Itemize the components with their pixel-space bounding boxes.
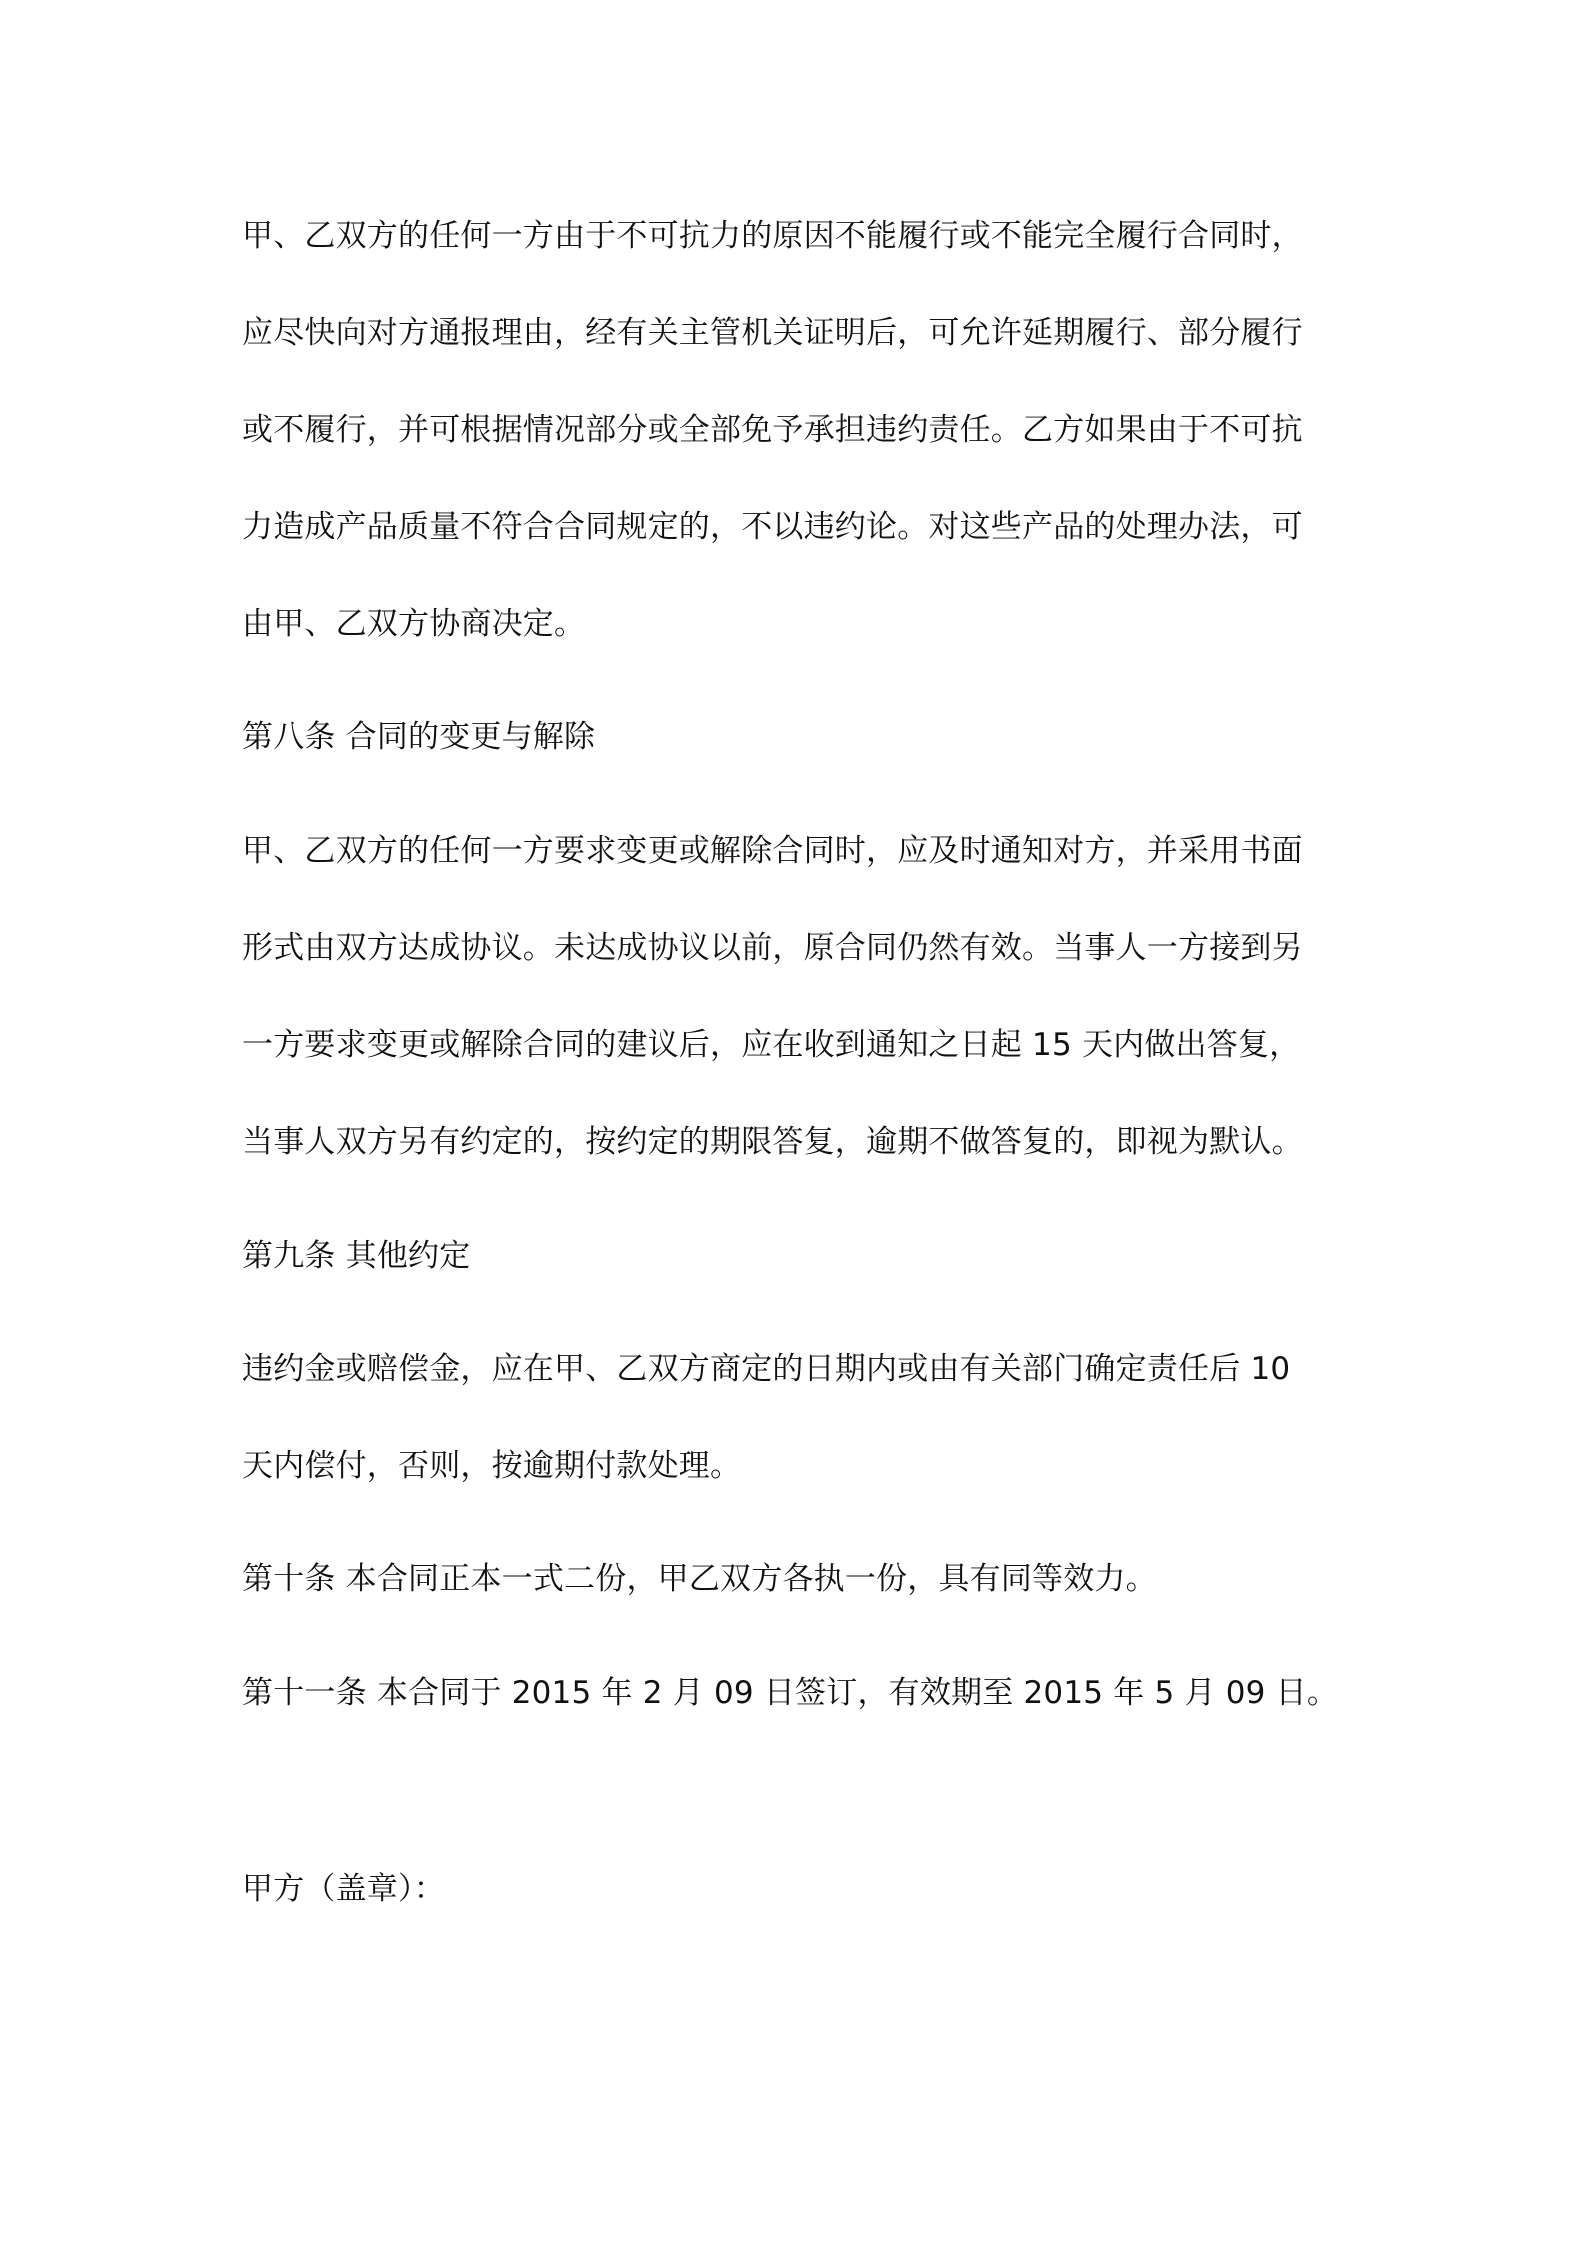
paragraph-line: 天内偿付，否则，按逾期付款处理。 — [242, 1448, 742, 1484]
paragraph-line: 当事人双方另有约定的，按约定的期限答复，逾期不做答复的，即视为默认。 — [242, 1124, 1303, 1160]
paragraph-line: 一方要求变更或解除合同的建议后，应在收到通知之日起 15 天内做出答复， — [242, 1027, 1301, 1063]
paragraph-line: 力造成产品质量不符合合同规定的，不以违约论。对这些产品的处理办法，可 — [242, 509, 1303, 545]
article-10: 第十条 本合同正本一式二份，甲乙双方各执一份，具有同等效力。 — [242, 1561, 1157, 1597]
paragraph-line: 甲、乙双方的任何一方要求变更或解除合同时，应及时通知对方，并采用书面 — [242, 833, 1303, 869]
paragraph-line: 应尽快向对方通报理由，经有关主管机关证明后，可允许延期履行、部分履行 — [242, 315, 1303, 351]
party-a-seal-label: 甲方（盖章）： — [242, 1871, 445, 1907]
article-9-heading: 第九条 其他约定 — [242, 1238, 471, 1274]
paragraph-line: 由甲、乙双方协商决定。 — [242, 606, 586, 642]
paragraph-line: 违约金或赔偿金，应在甲、乙双方商定的日期内或由有关部门确定责任后 10 — [242, 1351, 1291, 1387]
article-11: 第十一条 本合同于 2015 年 2 月 09 日签订，有效期至 2015 年 5 月 09 日。 — [242, 1675, 1339, 1711]
paragraph-line: 形式由双方达成协议。未达成协议以前，原合同仍然有效。当事人一方接到另 — [242, 930, 1303, 966]
paragraph-line: 或不履行，并可根据情况部分或全部免予承担违约责任。乙方如果由于不可抗 — [242, 412, 1303, 448]
paragraph-line: 甲、乙双方的任何一方由于不可抗力的原因不能履行或不能完全履行合同时， — [242, 218, 1303, 254]
article-8-heading: 第八条 合同的变更与解除 — [242, 719, 596, 755]
